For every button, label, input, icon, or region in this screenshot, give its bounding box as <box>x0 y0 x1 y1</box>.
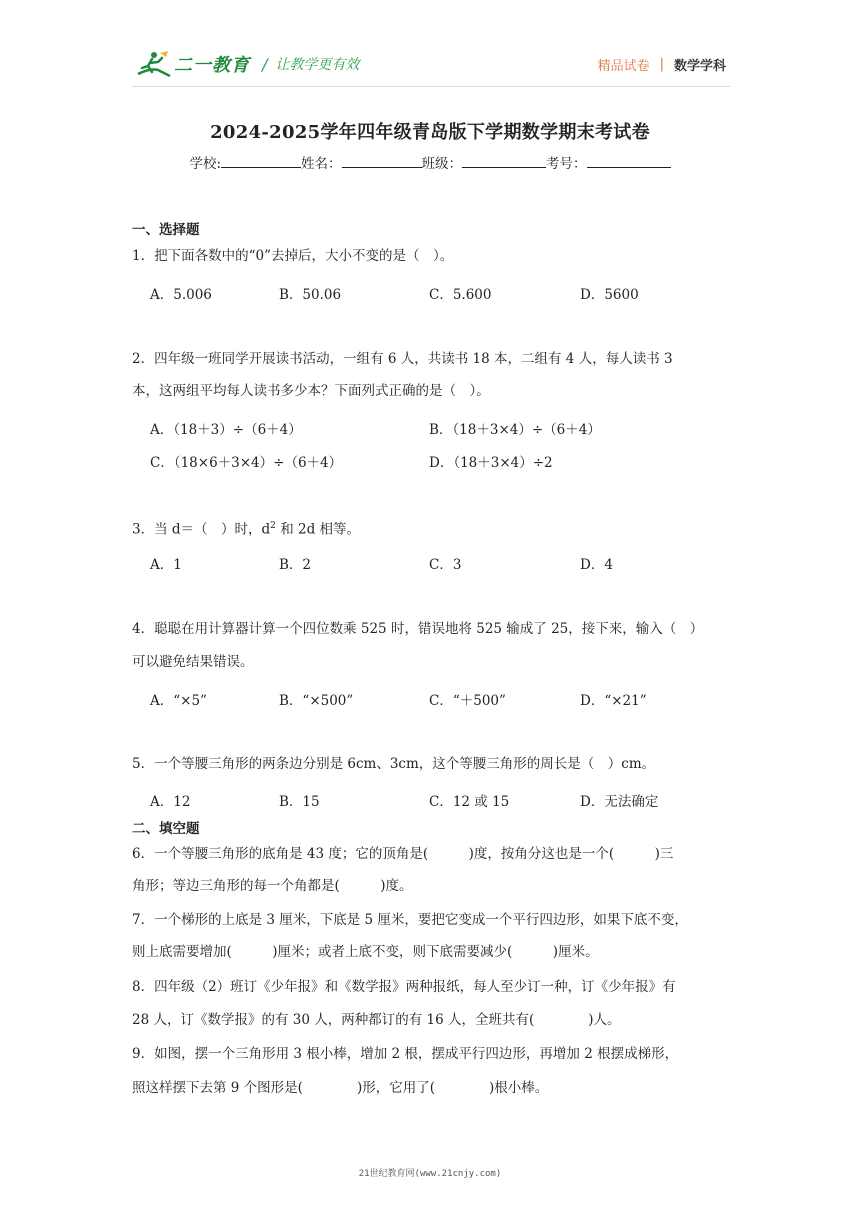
runner-logo-icon <box>136 50 172 78</box>
q1-option-b[interactable]: B．50.06 <box>279 287 342 303</box>
q5-option-d[interactable]: D．无法确定 <box>580 794 659 810</box>
q3-option-d[interactable]: D．4 <box>580 557 613 573</box>
q3-superscript: 2 <box>270 521 276 531</box>
question-5: 5．一个等腰三角形的两条边分别是 6cm、3cm，这个等腰三角形的周长是（ ）cm。 <box>132 756 656 772</box>
subject-tag: 数学学科 <box>673 59 726 74</box>
question-1: 1．把下面各数中的“0”去掉后，大小不变的是（ ）。 <box>132 248 454 264</box>
q4-option-b[interactable]: B．“×500” <box>279 693 354 709</box>
section-choice-heading: 一、选择题 <box>132 222 200 238</box>
question-6-line-2: 角形；等边三角形的每一个角都是( )度。 <box>132 878 413 894</box>
tag-divider: | <box>659 57 664 72</box>
q4-option-d[interactable]: D．“×21” <box>580 693 647 709</box>
q2-option-a[interactable]: A．（18＋3）÷（6＋4） <box>150 422 302 438</box>
number-label: 考号： <box>546 156 587 172</box>
question-7-line-1: 7．一个梯形的上底是 3 厘米，下底是 5 厘米，要把它变成一个平行四边形，如果下底不变， <box>132 912 688 928</box>
number-blank[interactable] <box>587 153 671 168</box>
question-3 <box>132 509 732 547</box>
slogan: 让教学更有效 <box>275 57 360 73</box>
section-fill-heading: 二、填空题 <box>132 821 200 837</box>
q5-option-b[interactable]: B．15 <box>279 794 320 810</box>
logo-text: 二一教育 <box>174 55 250 76</box>
q3-text-pre: 3．当 d＝（ ）时，d <box>132 521 271 538</box>
q4-option-a[interactable]: A．“×5” <box>150 693 207 709</box>
q3-option-a[interactable]: A．1 <box>150 557 182 573</box>
question-9-line-2: 照这样摆下去第 9 个图形是( )形，它用了( )根小棒。 <box>132 1080 549 1096</box>
page-title: 2024-2025学年四年级青岛版下学期数学期末考试卷 <box>210 122 650 143</box>
q3-option-c[interactable]: C．3 <box>429 557 462 573</box>
q3-text-post: 和 2d 相等。 <box>275 521 361 538</box>
name-label: 姓名： <box>301 156 342 172</box>
premium-tag: 精品试卷 <box>597 59 650 74</box>
q3-option-b[interactable]: B．2 <box>279 557 312 573</box>
question-6-line-1: 6．一个等腰三角形的底角是 43 度；它的顶角是( )度，按角分这也是一个( )三 <box>132 846 674 862</box>
question-2-line-2: 本，这两组平均每人读书多少本？下面列式正确的是（ ）。 <box>132 383 490 399</box>
q5-option-c[interactable]: C．12 或 15 <box>429 794 510 810</box>
class-label: 班级： <box>421 156 463 172</box>
question-7-line-2: 则上底需要增加( )厘米；或者上底不变，则下底需要减少( )厘米。 <box>132 944 599 960</box>
school-label: 学校: <box>189 156 222 172</box>
student-info <box>0 152 860 172</box>
brand-logo <box>136 46 359 82</box>
school-blank[interactable] <box>221 153 301 168</box>
name-blank[interactable] <box>342 153 422 168</box>
question-8-line-1: 8．四年级（2）班订《少年报》和《数学报》两种报纸，每人至少订一种，订《少年报》有 <box>132 979 676 995</box>
question-2-line-1: 2．四年级一班同学开展读书活动，一组有 6 人，共读书 18 本，二组有 4 人，每人读书 3 <box>132 351 673 367</box>
q1-option-a[interactable]: A．5.006 <box>150 287 212 303</box>
q4-option-c[interactable]: C．“＋500” <box>429 693 506 709</box>
page-footer: 21世纪教育网(www.21cnjy.com) <box>358 1169 502 1179</box>
q2-option-b[interactable]: B．（18＋3×4）÷（6＋4） <box>429 422 601 438</box>
slogan-separator: / <box>262 54 268 74</box>
question-4-line-2: 可以避免结果错误。 <box>132 654 254 670</box>
header-divider <box>132 86 730 87</box>
q5-option-a[interactable]: A．12 <box>150 794 191 810</box>
question-8-line-2: 28 人，订《数学报》的有 30 人，两种都订的有 16 人，全班共有( )人。 <box>132 1012 621 1028</box>
question-4-line-1: 4．聪聪在用计算器计算一个四位数乘 525 时，错误地将 525 输成了 25，接下来，输入（ ） <box>132 621 704 637</box>
class-blank[interactable] <box>462 153 546 168</box>
header-tags <box>598 55 726 74</box>
q1-option-c[interactable]: C．5.600 <box>429 287 492 303</box>
q1-option-d[interactable]: D．5600 <box>580 287 639 303</box>
q2-option-c[interactable]: C．（18×6＋3×4）÷（6＋4） <box>150 455 343 471</box>
question-9-line-1: 9．如图，摆一个三角形用 3 根小棒，增加 2 根，摆成平行四边形，再增加 2 根摆成梯形， <box>132 1046 679 1062</box>
q2-option-d[interactable]: D．（18＋3×4）÷2 <box>429 455 553 471</box>
